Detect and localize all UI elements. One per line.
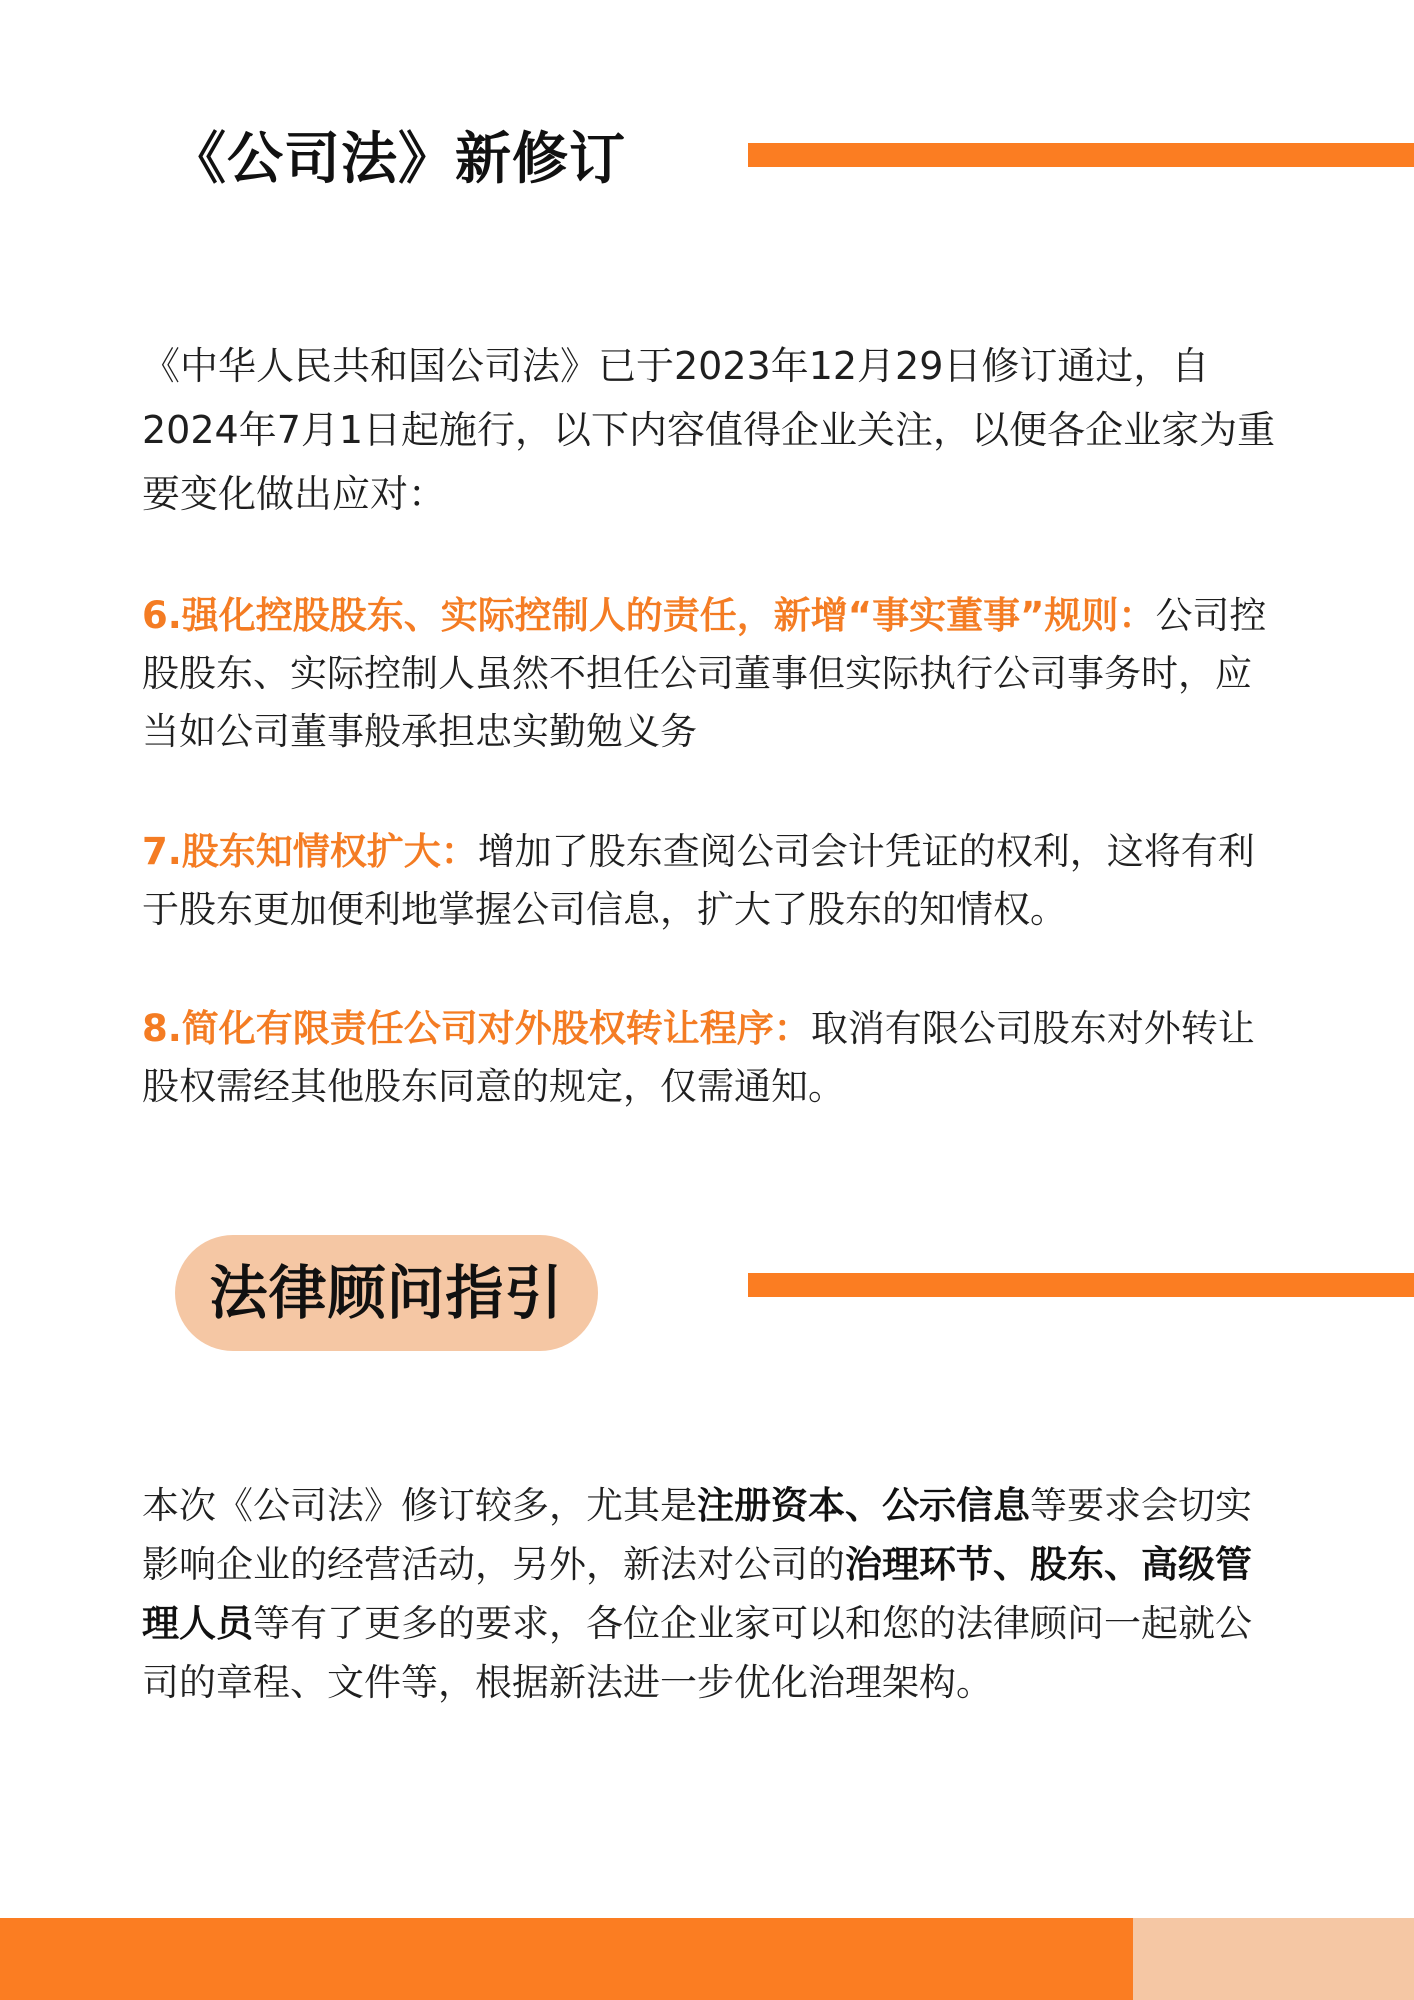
revision-item-7-heading: 7.股东知情权扩大：	[142, 830, 478, 873]
revision-item-8-body: 取消有限公司股东对外转让股权需经其他股东同意的规定，仅需通知。	[142, 1007, 1255, 1108]
guide-text-1: 本次《公司法》修订较多，尤其是	[142, 1484, 697, 1527]
footer-orange-band	[0, 1918, 1133, 2000]
revision-item-6	[142, 587, 1282, 761]
section-title-legal-advisor: 法律顾问指引	[209, 1259, 564, 1327]
guide-text-3: 等有了更多的要求，各位企业家可以和您的法律顾问一起就公司的章程、文件等，根据新法进一步优化治理架构。	[142, 1602, 1252, 1704]
title-divider-bar	[748, 143, 1414, 167]
revision-item-7	[142, 823, 1282, 939]
legal-advisor-paragraph	[142, 1476, 1272, 1712]
section-title-revision: 《公司法》新修订	[170, 127, 626, 192]
revision-item-8	[142, 1000, 1282, 1116]
revision-item-7-body: 增加了股东查阅公司会计凭证的权利，这将有利于股东更加便利地掌握公司信息，扩大了股东的知情权。	[142, 830, 1255, 931]
legal-advisor-title-pill	[175, 1235, 598, 1351]
section2-divider-bar	[748, 1273, 1414, 1297]
footer-peach-band	[1133, 1918, 1414, 2000]
revision-item-8-heading: 8.简化有限责任公司对外股权转让程序：	[142, 1007, 811, 1050]
guide-emphasis-registered-capital: 注册资本、公示信息	[697, 1484, 1030, 1527]
guide-text-2: 等要求会切实影响企业的经营活动，另外，新法对公司的	[142, 1484, 1252, 1586]
revision-item-6-heading: 6.强化控股股东、实际控制人的责任，新增“事实董事”规则：	[142, 594, 1156, 637]
guide-emphasis-governance: 治理环节、股东、高级管理人员	[142, 1543, 1252, 1645]
intro-paragraph: 《中华人民共和国公司法》已于2023年12月29日修订通过，自2024年7月1日起施行，以下内容值得企业关注，以便各企业家为重要变化做出应对：	[142, 344, 1276, 516]
revision-item-6-body: 公司控股股东、实际控制人虽然不担任公司董事但实际执行公司事务时，应当如公司董事般承担忠实勤勉义务	[142, 594, 1267, 753]
